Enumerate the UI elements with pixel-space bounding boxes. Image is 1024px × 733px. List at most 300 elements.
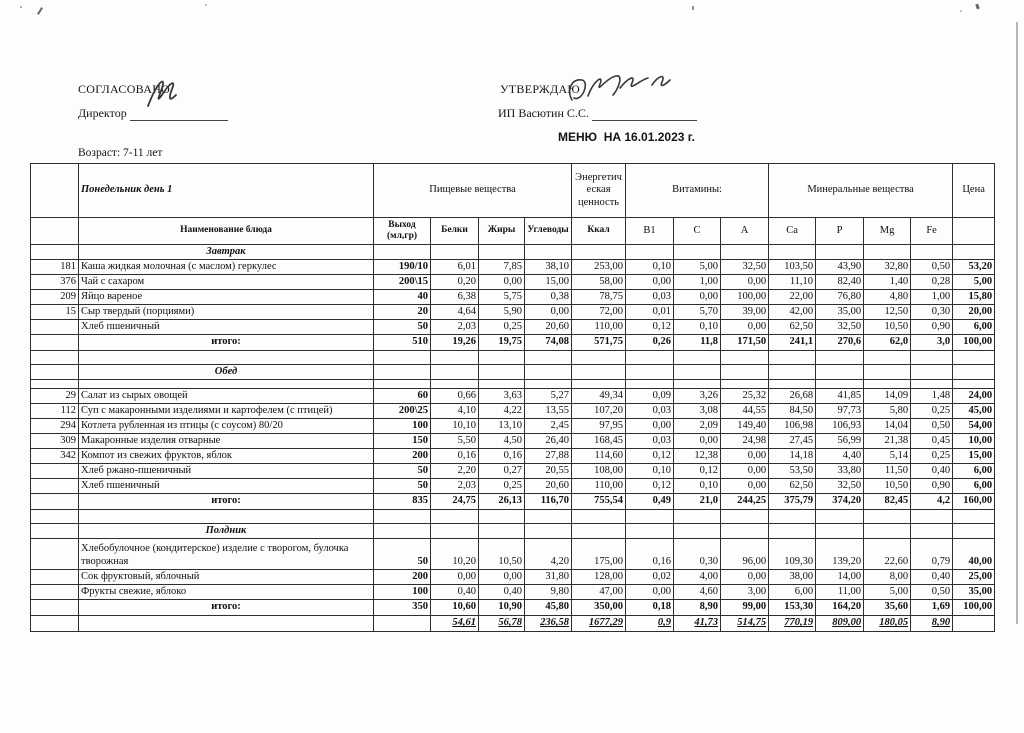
col-header-portion: Выход (мл,гр) xyxy=(374,218,431,245)
value-cell: 0,00 xyxy=(721,320,769,335)
value-cell xyxy=(769,351,816,365)
value-cell: 0,79 xyxy=(911,539,953,570)
value-cell: 0,50 xyxy=(911,585,953,600)
table-row xyxy=(31,479,995,494)
value-cell xyxy=(769,380,816,389)
value-cell xyxy=(626,524,674,539)
value-cell: 0,38 xyxy=(525,290,572,305)
value-cell: 39,00 xyxy=(721,305,769,320)
value-cell: 11,10 xyxy=(769,275,816,290)
value-cell: 0,00 xyxy=(721,449,769,464)
value-cell: 0,40 xyxy=(479,585,525,600)
value-cell: 2,03 xyxy=(431,320,479,335)
portion-cell: 20 xyxy=(374,305,431,320)
section-total-row xyxy=(31,494,995,510)
value-cell: 7,85 xyxy=(479,260,525,275)
value-cell: 2,03 xyxy=(431,479,479,494)
value-cell: 32,50 xyxy=(816,320,864,335)
value-cell: 12,38 xyxy=(674,449,721,464)
value-cell: 20,60 xyxy=(525,320,572,335)
value-cell: 0,12 xyxy=(674,464,721,479)
group-header-minerals: Минеральные вещества xyxy=(769,164,953,218)
value-cell: 26,68 xyxy=(769,389,816,404)
value-cell: 26,40 xyxy=(525,434,572,449)
price-cell: 6,00 xyxy=(953,464,995,479)
section-title-row xyxy=(31,365,995,380)
value-cell xyxy=(479,351,525,365)
value-cell: 110,00 xyxy=(572,320,626,335)
value-cell: 168,45 xyxy=(572,434,626,449)
value-cell xyxy=(525,365,572,380)
dish-name-cell xyxy=(79,510,374,524)
value-cell xyxy=(911,380,953,389)
value-cell: 27,45 xyxy=(769,434,816,449)
value-cell: 4,80 xyxy=(864,290,911,305)
grand-total-cell: 180,05 xyxy=(864,616,911,632)
value-cell xyxy=(431,380,479,389)
dish-name-cell: Хлебобулочное (кондитерское) изделие с творогом, булочка творожная xyxy=(79,539,374,570)
price-cell: 53,20 xyxy=(953,260,995,275)
row-number-header xyxy=(31,218,79,245)
value-cell xyxy=(572,365,626,380)
table-row xyxy=(31,389,995,404)
row-number-cell: 309 xyxy=(31,434,79,449)
value-cell: 35,00 xyxy=(816,305,864,320)
value-cell: 62,50 xyxy=(769,320,816,335)
value-cell: 0,30 xyxy=(911,305,953,320)
value-cell: 43,90 xyxy=(816,260,864,275)
value-cell: 3,26 xyxy=(674,389,721,404)
value-cell: 0,00 xyxy=(721,570,769,585)
value-cell: 78,75 xyxy=(572,290,626,305)
value-cell: 21,38 xyxy=(864,434,911,449)
value-cell: 0,90 xyxy=(911,320,953,335)
row-number-cell xyxy=(31,570,79,585)
dish-name-cell: Сок фруктовый, яблочный xyxy=(79,570,374,585)
value-cell: 0,20 xyxy=(431,275,479,290)
value-cell: 106,98 xyxy=(769,419,816,434)
value-cell: 0,12 xyxy=(626,449,674,464)
value-cell: 14,00 xyxy=(816,570,864,585)
value-cell xyxy=(525,245,572,260)
total-value-cell: 171,50 xyxy=(721,335,769,351)
grand-total-row xyxy=(31,616,995,632)
dish-name-cell xyxy=(79,351,374,365)
value-cell: 62,50 xyxy=(769,479,816,494)
value-cell xyxy=(721,351,769,365)
value-cell: 5,80 xyxy=(864,404,911,419)
value-cell xyxy=(911,245,953,260)
value-cell xyxy=(816,524,864,539)
value-cell: 38,00 xyxy=(769,570,816,585)
row-number-cell xyxy=(31,600,79,616)
approval-right-title: УТВЕРЖДАЮ xyxy=(500,82,581,96)
value-cell: 0,00 xyxy=(626,585,674,600)
value-cell: 0,00 xyxy=(721,464,769,479)
value-cell: 0,45 xyxy=(911,434,953,449)
portion-cell: 50 xyxy=(374,464,431,479)
value-cell: 3,00 xyxy=(721,585,769,600)
value-cell: 8,00 xyxy=(864,570,911,585)
age-label: Возраст: 7-11 лет xyxy=(78,147,163,159)
row-number-cell xyxy=(31,380,79,389)
value-cell: 0,16 xyxy=(626,539,674,570)
value-cell: 11,00 xyxy=(816,585,864,600)
value-cell xyxy=(816,245,864,260)
value-cell xyxy=(911,351,953,365)
price-cell: 24,00 xyxy=(953,389,995,404)
value-cell xyxy=(864,510,911,524)
scan-mark xyxy=(692,6,694,10)
value-cell xyxy=(769,524,816,539)
value-cell xyxy=(864,524,911,539)
value-cell xyxy=(626,380,674,389)
value-cell: 27,88 xyxy=(525,449,572,464)
value-cell: 4,60 xyxy=(674,585,721,600)
value-cell: 0,03 xyxy=(626,434,674,449)
price-cell: 15,80 xyxy=(953,290,995,305)
price-cell: 10,00 xyxy=(953,434,995,449)
total-value-cell: 571,75 xyxy=(572,335,626,351)
value-cell xyxy=(864,380,911,389)
table-row xyxy=(31,320,995,335)
total-value-cell: 45,80 xyxy=(525,600,572,616)
grand-total-cell: 514,75 xyxy=(721,616,769,632)
total-value-cell: 0,26 xyxy=(626,335,674,351)
value-cell: 175,00 xyxy=(572,539,626,570)
price-cell: 5,00 xyxy=(953,275,995,290)
value-cell xyxy=(525,510,572,524)
value-cell xyxy=(769,365,816,380)
total-value-cell: 19,75 xyxy=(479,335,525,351)
value-cell: 4,40 xyxy=(816,449,864,464)
value-cell: 20,55 xyxy=(525,464,572,479)
portion-cell: 100 xyxy=(374,419,431,434)
row-number-cell xyxy=(31,479,79,494)
value-cell: 20,60 xyxy=(525,479,572,494)
price-cell xyxy=(953,365,995,380)
dish-name-cell: Каша жидкая молочная (с маслом) геркулес xyxy=(79,260,374,275)
value-cell: 5,00 xyxy=(864,585,911,600)
value-cell xyxy=(525,380,572,389)
value-cell: 0,10 xyxy=(674,479,721,494)
director-signature xyxy=(140,74,206,112)
row-number-cell: 112 xyxy=(31,404,79,419)
value-cell: 5,75 xyxy=(479,290,525,305)
value-cell xyxy=(626,510,674,524)
table-row xyxy=(31,434,995,449)
total-value-cell: 10,90 xyxy=(479,600,525,616)
total-value-cell: 1,69 xyxy=(911,600,953,616)
value-cell: 149,40 xyxy=(721,419,769,434)
dish-name-cell xyxy=(79,616,374,632)
value-cell xyxy=(626,351,674,365)
value-cell: 5,27 xyxy=(525,389,572,404)
row-number-cell xyxy=(31,464,79,479)
value-cell: 72,00 xyxy=(572,305,626,320)
value-cell: 0,01 xyxy=(626,305,674,320)
total-value-cell: 755,54 xyxy=(572,494,626,510)
row-number-cell: 29 xyxy=(31,389,79,404)
value-cell xyxy=(816,365,864,380)
portion-cell: 835 xyxy=(374,494,431,510)
value-cell: 38,10 xyxy=(525,260,572,275)
scan-mark xyxy=(205,4,207,6)
blank-row xyxy=(31,380,995,389)
table-row xyxy=(31,260,995,275)
value-cell: 139,20 xyxy=(816,539,864,570)
value-cell: 31,80 xyxy=(525,570,572,585)
value-cell: 2,09 xyxy=(674,419,721,434)
portion-cell: 200 xyxy=(374,449,431,464)
value-cell xyxy=(525,351,572,365)
price-cell: 6,00 xyxy=(953,479,995,494)
approver-name: ИП Васютин С.С. xyxy=(498,106,589,120)
value-cell xyxy=(721,380,769,389)
total-label-cell: итого: xyxy=(79,600,374,616)
value-cell: 97,73 xyxy=(816,404,864,419)
table-row xyxy=(31,404,995,419)
value-cell: 0,16 xyxy=(479,449,525,464)
value-cell xyxy=(572,351,626,365)
value-cell: 0,25 xyxy=(479,479,525,494)
value-cell: 14,04 xyxy=(864,419,911,434)
table-row xyxy=(31,464,995,479)
scan-mark xyxy=(960,10,962,12)
section-title: Полдник xyxy=(79,524,374,539)
scan-edge-line xyxy=(1016,22,1018,624)
value-cell: 32,50 xyxy=(721,260,769,275)
price-cell xyxy=(953,380,995,389)
value-cell: 103,50 xyxy=(769,260,816,275)
total-value-cell: 3,0 xyxy=(911,335,953,351)
value-cell: 4,22 xyxy=(479,404,525,419)
value-cell: 32,80 xyxy=(864,260,911,275)
portion-cell xyxy=(374,510,431,524)
col-header-p: P xyxy=(816,218,864,245)
value-cell: 1,00 xyxy=(911,290,953,305)
group-header-vitamins: Витамины: xyxy=(626,164,769,218)
col-header-dish: Наименование блюда xyxy=(79,218,374,245)
value-cell: 58,00 xyxy=(572,275,626,290)
value-cell xyxy=(674,524,721,539)
value-cell xyxy=(572,510,626,524)
section-title: Обед xyxy=(79,365,374,380)
grand-total-cell: 56,78 xyxy=(479,616,525,632)
corner-cell xyxy=(31,164,79,218)
value-cell xyxy=(911,524,953,539)
value-cell: 10,20 xyxy=(431,539,479,570)
value-cell xyxy=(431,351,479,365)
row-number-cell xyxy=(31,524,79,539)
value-cell xyxy=(431,245,479,260)
value-cell: 96,00 xyxy=(721,539,769,570)
group-header-row xyxy=(31,164,995,218)
total-value-cell: 375,79 xyxy=(769,494,816,510)
price-cell: 15,00 xyxy=(953,449,995,464)
row-number-cell xyxy=(31,539,79,570)
value-cell: 33,80 xyxy=(816,464,864,479)
table-row xyxy=(31,570,995,585)
value-cell: 49,34 xyxy=(572,389,626,404)
col-header-fe: Fe xyxy=(911,218,953,245)
value-cell xyxy=(864,245,911,260)
price-cell: 20,00 xyxy=(953,305,995,320)
value-cell: 0,27 xyxy=(479,464,525,479)
value-cell: 6,01 xyxy=(431,260,479,275)
portion-cell xyxy=(374,380,431,389)
value-cell: 0,66 xyxy=(431,389,479,404)
value-cell xyxy=(721,365,769,380)
grand-total-cell: 8,90 xyxy=(911,616,953,632)
value-cell: 24,98 xyxy=(721,434,769,449)
value-cell: 0,25 xyxy=(911,449,953,464)
portion-cell: 60 xyxy=(374,389,431,404)
section-title-row xyxy=(31,245,995,260)
total-value-cell: 164,20 xyxy=(816,600,864,616)
grand-total-cell: 54,61 xyxy=(431,616,479,632)
row-number-cell xyxy=(31,494,79,510)
row-number-cell xyxy=(31,365,79,380)
value-cell: 5,70 xyxy=(674,305,721,320)
value-cell: 114,60 xyxy=(572,449,626,464)
value-cell: 12,50 xyxy=(864,305,911,320)
value-cell xyxy=(721,245,769,260)
group-header-price: Цена xyxy=(953,164,995,218)
group-header-energy: Энергетич еская ценность xyxy=(572,164,626,218)
table-row xyxy=(31,539,995,570)
portion-cell: 200\25 xyxy=(374,404,431,419)
value-cell xyxy=(816,510,864,524)
dish-name-cell: Сыр твердый (порциями) xyxy=(79,305,374,320)
portion-cell xyxy=(374,245,431,260)
value-cell: 110,00 xyxy=(572,479,626,494)
value-cell: 0,03 xyxy=(626,290,674,305)
value-cell: 0,00 xyxy=(525,305,572,320)
total-value-cell: 270,6 xyxy=(816,335,864,351)
col-header-mg: Mg xyxy=(864,218,911,245)
dish-name-cell: Макаронные изделия отварные xyxy=(79,434,374,449)
dish-name-cell: Компот из свежих фруктов, яблок xyxy=(79,449,374,464)
value-cell: 10,50 xyxy=(479,539,525,570)
row-number-cell: 342 xyxy=(31,449,79,464)
total-value-cell: 62,0 xyxy=(864,335,911,351)
menu-table xyxy=(30,163,995,632)
value-cell: 1,00 xyxy=(674,275,721,290)
value-cell: 13,10 xyxy=(479,419,525,434)
price-cell: 40,00 xyxy=(953,539,995,570)
price-cell xyxy=(953,245,995,260)
price-header-filler xyxy=(953,218,995,245)
value-cell xyxy=(864,351,911,365)
value-cell: 15,00 xyxy=(525,275,572,290)
value-cell: 0,50 xyxy=(911,419,953,434)
value-cell: 22,60 xyxy=(864,539,911,570)
total-value-cell: 4,2 xyxy=(911,494,953,510)
col-header-a: A xyxy=(721,218,769,245)
value-cell xyxy=(626,365,674,380)
value-cell xyxy=(572,380,626,389)
value-cell: 14,09 xyxy=(864,389,911,404)
value-cell: 5,00 xyxy=(674,260,721,275)
price-cell xyxy=(953,524,995,539)
value-cell xyxy=(572,524,626,539)
section-total-row xyxy=(31,600,995,616)
value-cell: 0,00 xyxy=(721,479,769,494)
value-cell: 5,90 xyxy=(479,305,525,320)
col-header-carbs: Углеводы xyxy=(525,218,572,245)
value-cell: 76,80 xyxy=(816,290,864,305)
value-cell xyxy=(479,245,525,260)
price-cell: 45,00 xyxy=(953,404,995,419)
row-number-cell: 294 xyxy=(31,419,79,434)
col-header-kcal: Ккал xyxy=(572,218,626,245)
dish-name-cell: Яйцо вареное xyxy=(79,290,374,305)
value-cell: 0,00 xyxy=(479,570,525,585)
scan-mark xyxy=(975,4,980,10)
value-cell xyxy=(479,524,525,539)
portion-cell: 150 xyxy=(374,434,431,449)
value-cell: 1,40 xyxy=(864,275,911,290)
grand-total-cell: 236,58 xyxy=(525,616,572,632)
value-cell: 3,08 xyxy=(674,404,721,419)
approval-left-title: СОГЛАСОВАНО xyxy=(78,82,171,96)
price-cell xyxy=(953,351,995,365)
grand-total-cell: 0,9 xyxy=(626,616,674,632)
value-cell: 97,95 xyxy=(572,419,626,434)
value-cell: 84,50 xyxy=(769,404,816,419)
value-cell: 22,00 xyxy=(769,290,816,305)
value-cell: 0,00 xyxy=(431,570,479,585)
value-cell: 4,20 xyxy=(525,539,572,570)
row-number-cell xyxy=(31,320,79,335)
grand-total-cell: 41,73 xyxy=(674,616,721,632)
total-value-cell: 11,8 xyxy=(674,335,721,351)
dish-name-cell: Хлеб ржано-пшеничный xyxy=(79,464,374,479)
value-cell: 0,10 xyxy=(674,320,721,335)
value-cell: 0,12 xyxy=(626,479,674,494)
value-cell xyxy=(674,380,721,389)
value-cell xyxy=(721,510,769,524)
value-cell: 0,40 xyxy=(911,570,953,585)
portion-cell: 40 xyxy=(374,290,431,305)
value-cell: 0,25 xyxy=(479,320,525,335)
value-cell: 82,40 xyxy=(816,275,864,290)
value-cell xyxy=(431,524,479,539)
price-cell: 100,00 xyxy=(953,600,995,616)
value-cell xyxy=(721,524,769,539)
total-value-cell: 19,26 xyxy=(431,335,479,351)
value-cell: 11,50 xyxy=(864,464,911,479)
value-cell: 2,45 xyxy=(525,419,572,434)
col-header-protein: Белки xyxy=(431,218,479,245)
value-cell: 107,20 xyxy=(572,404,626,419)
value-cell: 10,50 xyxy=(864,479,911,494)
value-cell: 0,30 xyxy=(674,539,721,570)
value-cell: 0,40 xyxy=(911,464,953,479)
price-cell xyxy=(953,510,995,524)
value-cell: 0,50 xyxy=(911,260,953,275)
value-cell xyxy=(674,351,721,365)
total-value-cell: 350,00 xyxy=(572,600,626,616)
price-cell: 25,00 xyxy=(953,570,995,585)
portion-cell xyxy=(374,524,431,539)
portion-cell xyxy=(374,616,431,632)
grand-total-filler xyxy=(953,616,995,632)
scan-mark xyxy=(20,6,22,8)
total-value-cell: 241,1 xyxy=(769,335,816,351)
value-cell: 1,48 xyxy=(911,389,953,404)
